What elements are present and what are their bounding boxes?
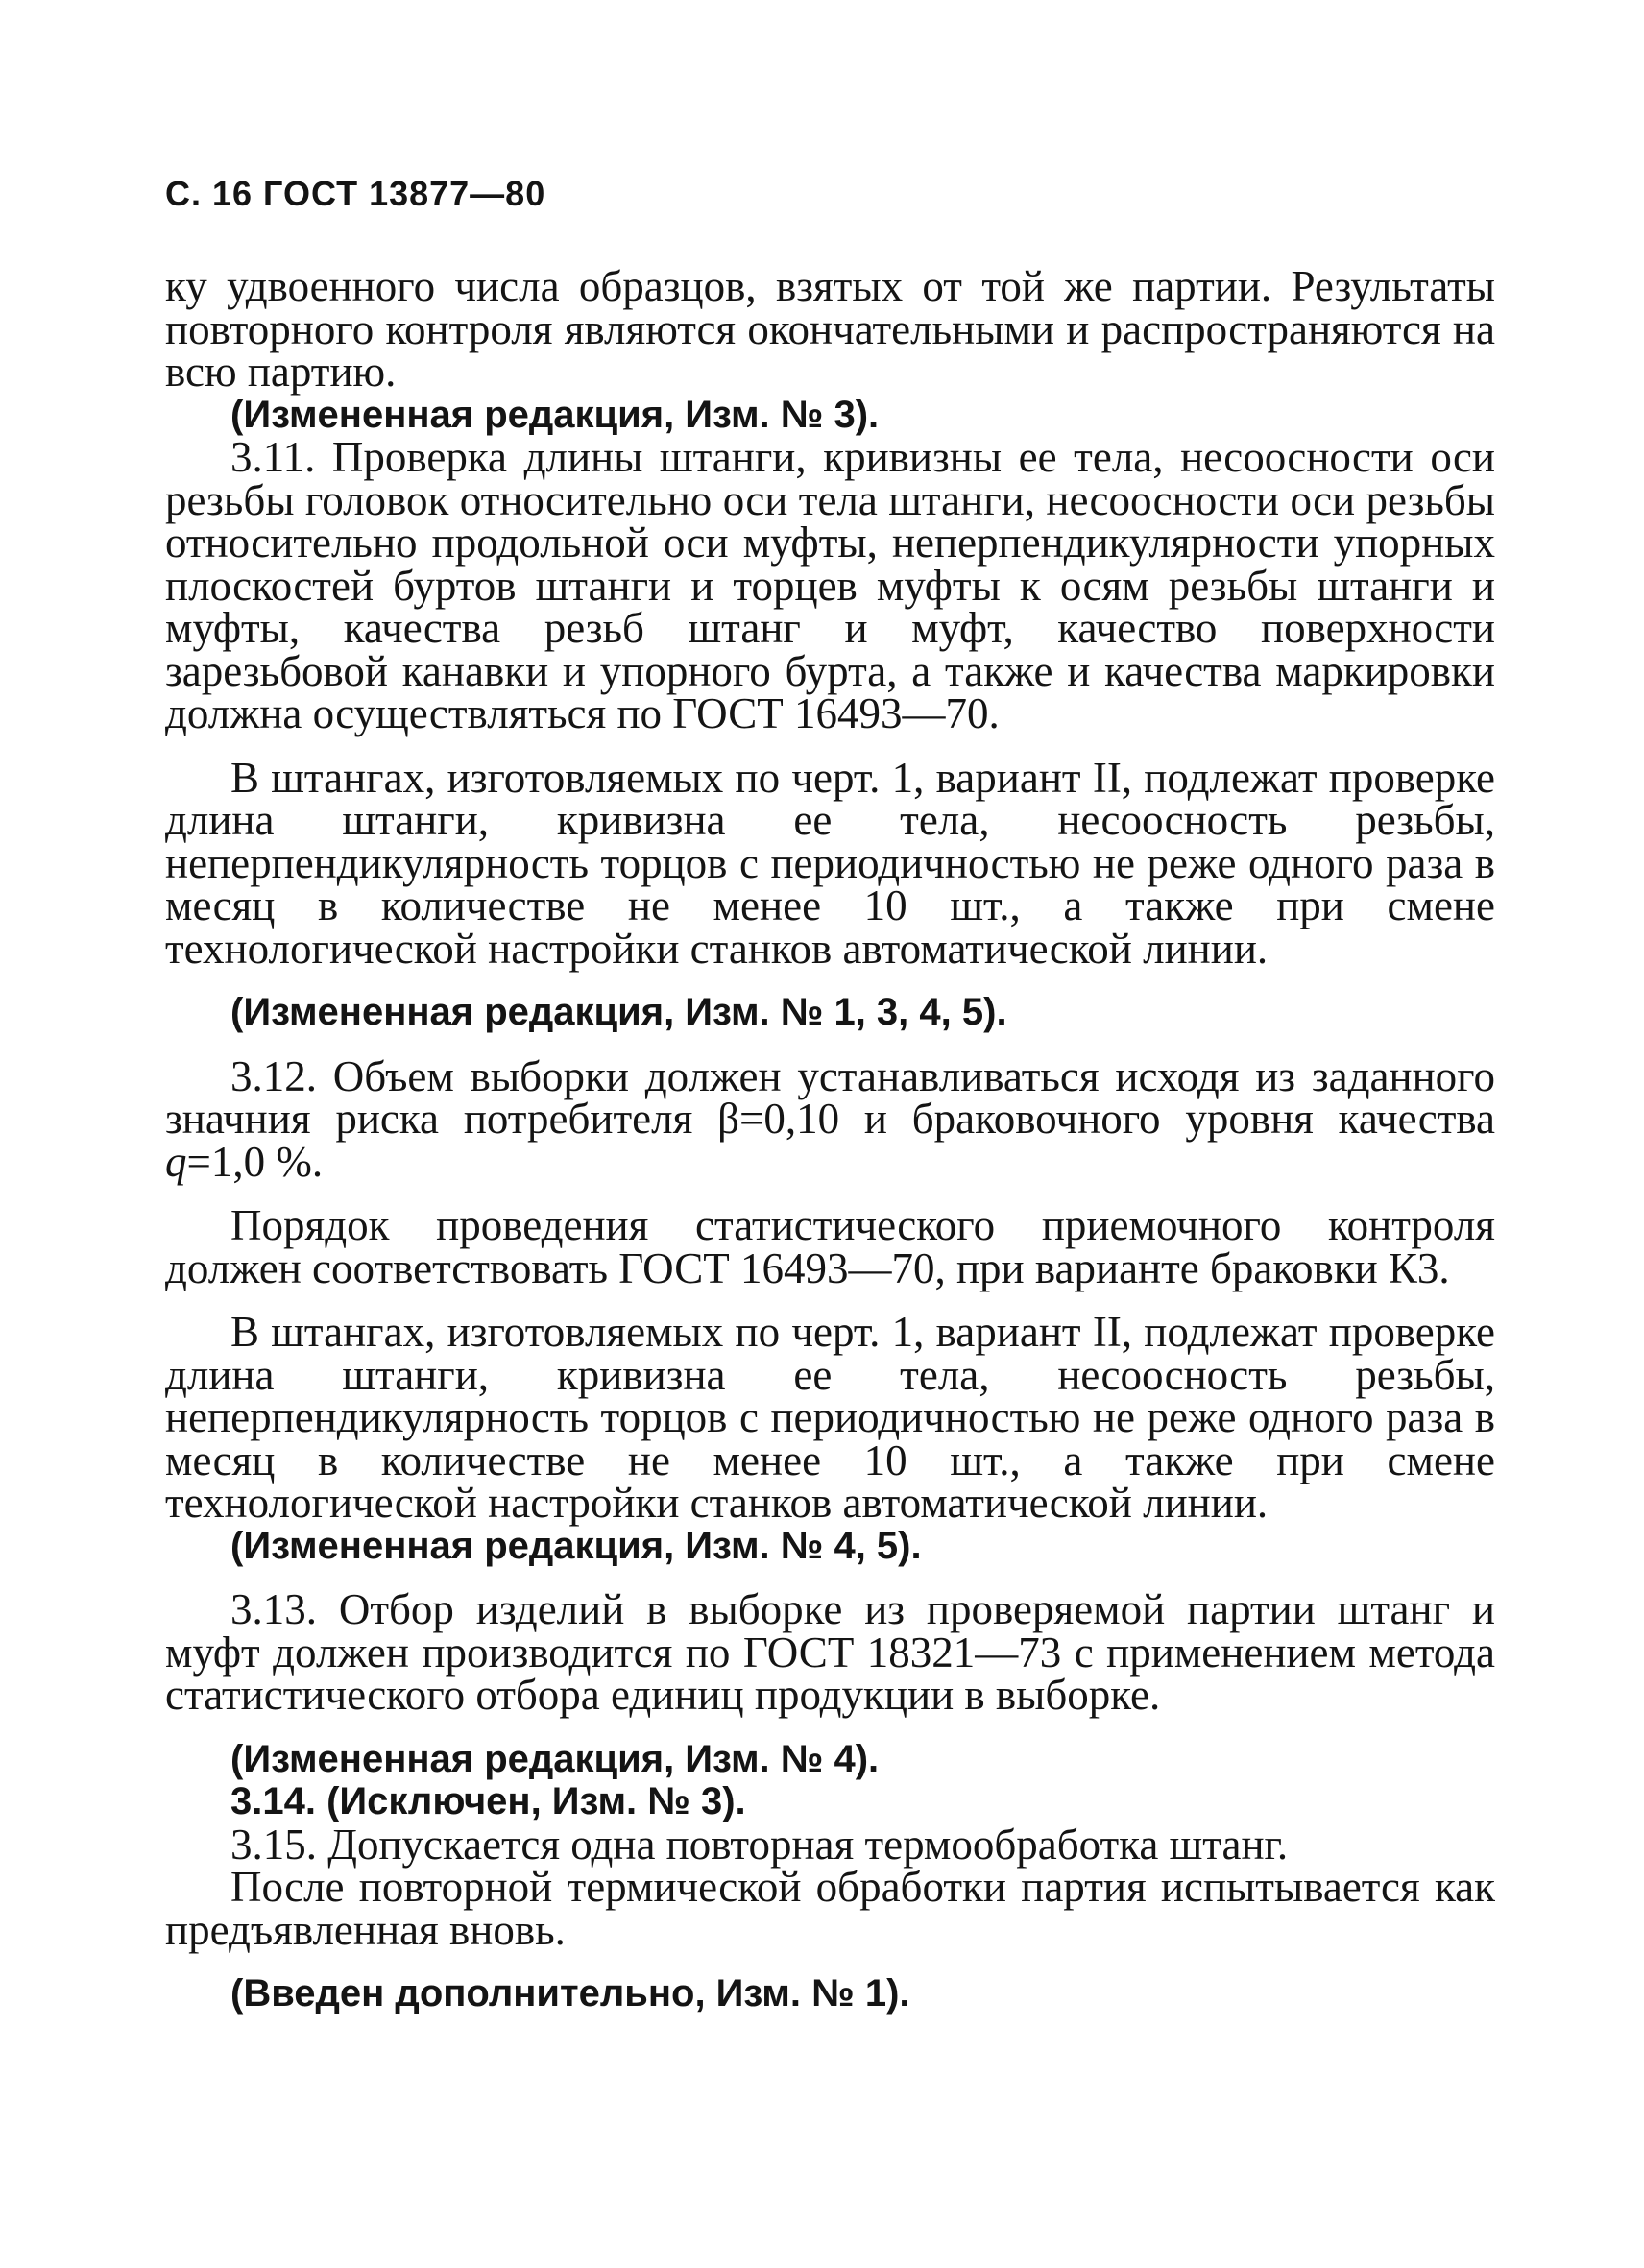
paragraph-3-12-text: 3.12. Объем выборки должен устанавливаться исходя из заданного значния риска потребителя β=0,10 и браковочного уровня качества <box>165 1051 1495 1143</box>
paragraph-3-15: 3.15. Допускается одна повторная термообработка штанг. <box>230 1820 1289 1869</box>
amendment-note: (Измененная редакция, Изм. № 1, 3, 4, 5). <box>230 991 1007 1033</box>
page-header: С. 16 ГОСТ 13877—80 <box>165 174 546 213</box>
document-page <box>165 173 1495 2015</box>
paragraph-3-14: 3.14. (Исключен, Изм. № 3). <box>230 1780 746 1822</box>
amendment-note: (Измененная редакция, Изм. № 4). <box>230 1737 880 1780</box>
paragraph-variant-ii: В штангах, изготовляемых по черт. 1, вариант II, подлежат проверке длина штанги, кривизна ее тела, несоосность резьбы, неперпендикулярность торцов с периодичностью не реже одного раза в месяц в количестве не менее 10 шт., а также при смене технологической настройки станков автоматической линии. <box>165 753 1495 973</box>
amendment-note: (Измененная редакция, Изм. № 3). <box>230 393 880 436</box>
paragraph-3-12 <box>165 1051 1495 1186</box>
variable-q: q <box>165 1137 187 1186</box>
paragraph-variant-ii-repeat: В штангах, изготовляемых по черт. 1, вариант II, подлежат проверке длина штанги, кривизна ее тела, несоосность резьбы, неперпендикулярность торцов с периодичностью не реже одного раза в месяц в количестве не менее 10 шт., а также при смене технологической настройки станков автоматической линии. <box>165 1308 1495 1527</box>
paragraph-reheat: После повторной термической обработки партия испытывается как предъявленная вновь. <box>165 1863 1495 1954</box>
paragraph-continuation: ку удвоенного числа образцов, взятых от той же партии. Результаты повторного контроля являются окончательными и распространяются на всю партию. <box>165 262 1495 396</box>
paragraph-control-procedure: Порядок проведения статистического приемочного контроля должен соответствовать ГОСТ 16493—70, при варианте браковки К3. <box>165 1201 1495 1292</box>
paragraph-3-12-value: =1,0 %. <box>186 1137 324 1186</box>
paragraph-3-11: 3.11. Проверка длины штанги, кривизны ее тела, несоосности оси резьбы головок относительно оси тела штанги, несоосности оси резьбы относительно продольной оси муфты, неперпендикулярности упорных плоскостей буртов штанги и торцев муфты к осям резьбы штанги и муфты, качества резьб штанг и муфт, качество поверхности зарезьбовой канавки и упорного бурта, а также и качества маркировки должна осуществляться по ГОСТ 16493—70. <box>165 433 1495 737</box>
amendment-note: (Измененная редакция, Изм. № 4, 5). <box>230 1524 922 1567</box>
amendment-note: (Введен дополнительно, Изм. № 1). <box>230 1972 910 2015</box>
paragraph-3-13: 3.13. Отбор изделий в выборке из проверяемой партии штанг и муфт должен производится по ГОСТ 18321—73 с применением метода статистического отбора единиц продукции в выборке. <box>165 1585 1495 1719</box>
